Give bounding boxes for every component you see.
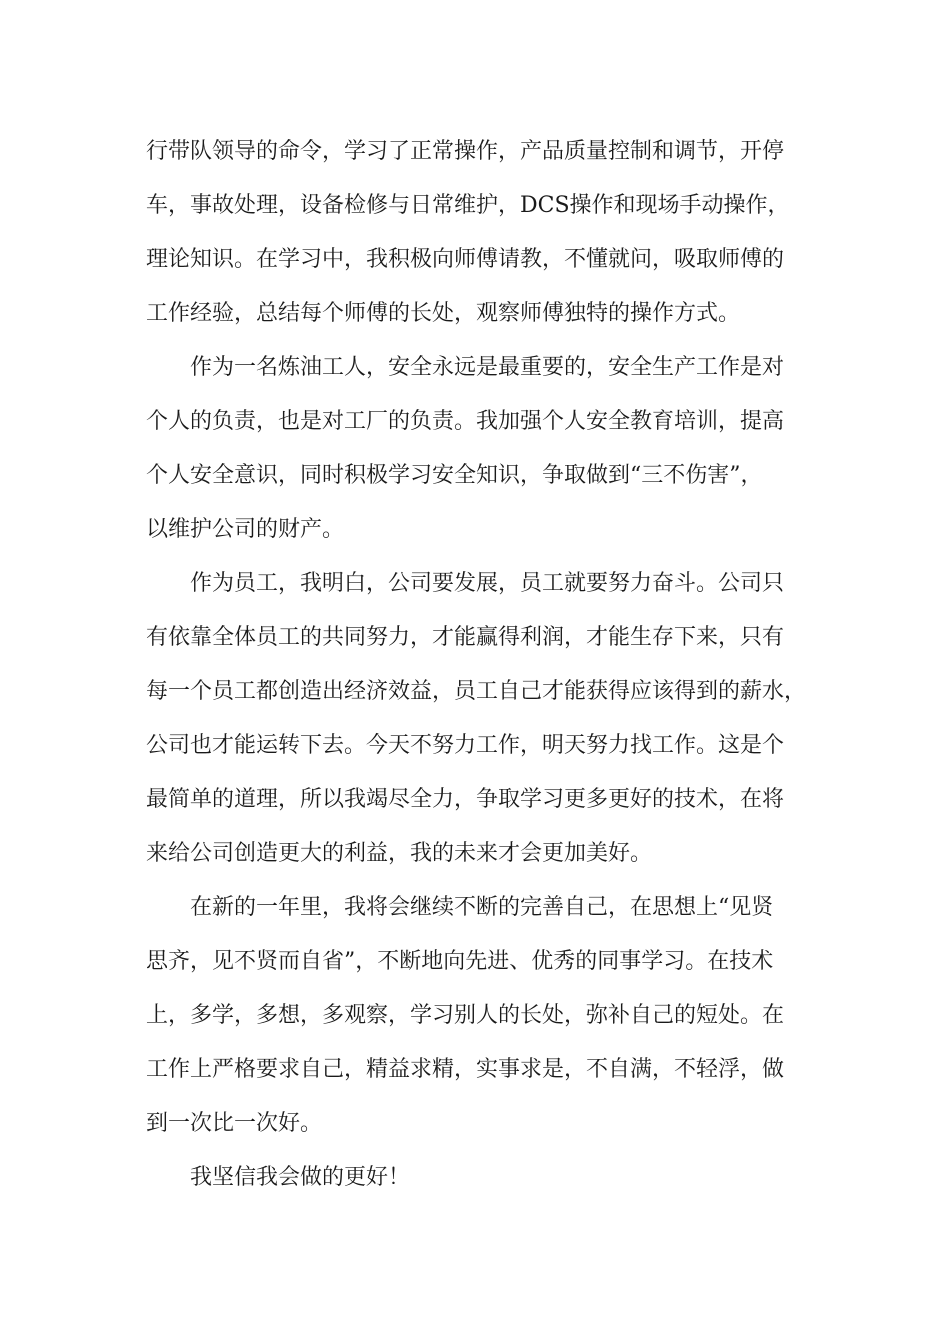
- paragraph-line: 到一次比一次好。: [146, 1111, 323, 1136]
- paragraph-line: 理论知识。在学习中，我积极向师傅请教，不懂就问，吸取师傅的: [146, 247, 785, 272]
- paragraph-line: 我坚信我会做的更好！: [190, 1165, 411, 1190]
- paragraph-4: [146, 881, 806, 1151]
- paragraph-2: [146, 341, 806, 557]
- document-body: [146, 125, 806, 1205]
- paragraph-line: 最简单的道理，所以我竭尽全力，争取学习更多更好的技术，在将: [146, 787, 785, 812]
- paragraph-line: 作为一名炼油工人，安全永远是最重要的，安全生产工作是对: [190, 355, 785, 380]
- paragraph-line: 工作上严格要求自己，精益求精，实事求是，不自满，不轻浮，做: [146, 1057, 785, 1082]
- paragraph-line: 在新的一年里，我将会继续不断的完善自己，在思想上“见贤: [190, 895, 774, 920]
- paragraph-3: [146, 557, 806, 881]
- paragraph-5: [146, 1151, 806, 1205]
- paragraph-line: 每一个员工都创造出经济效益，员工自己才能获得应该得到的薪水，: [146, 679, 807, 704]
- paragraph-line: 车，事故处理，设备检修与日常维护，DCS操作和现场手动操作，: [146, 193, 790, 218]
- paragraph-line: 公司也才能运转下去。今天不努力工作，明天努力找工作。这是个: [146, 733, 785, 758]
- paragraph-line: 个人的负责，也是对工厂的负责。我加强个人安全教育培训，提高: [146, 409, 785, 434]
- paragraph-line: 有依靠全体员工的共同努力，才能赢得利润，才能生存下来，只有: [146, 625, 785, 650]
- paragraph-line: 来给公司创造更大的利益，我的未来才会更加美好。: [146, 841, 653, 866]
- paragraph-line: 以维护公司的财产。: [146, 517, 345, 542]
- paragraph-line: 思齐，见不贤而自省”，不断地向先进、优秀的同事学习。在技术: [146, 949, 774, 974]
- paragraph-line: 行带队领导的命令，学习了正常操作，产品质量控制和调节，开停: [146, 139, 785, 164]
- paragraph-1: [146, 125, 806, 341]
- paragraph-line: 作为员工，我明白，公司要发展，员工就要努力奋斗。公司只: [190, 571, 785, 596]
- paragraph-line: 上，多学，多想，多观察，学习别人的长处，弥补自己的短处。在: [146, 1003, 785, 1028]
- paragraph-line: 个人安全意识，同时积极学习安全知识，争取做到“三不伤害”，: [146, 463, 763, 488]
- paragraph-line: 工作经验，总结每个师傅的长处，观察师傅独特的操作方式。: [146, 301, 741, 326]
